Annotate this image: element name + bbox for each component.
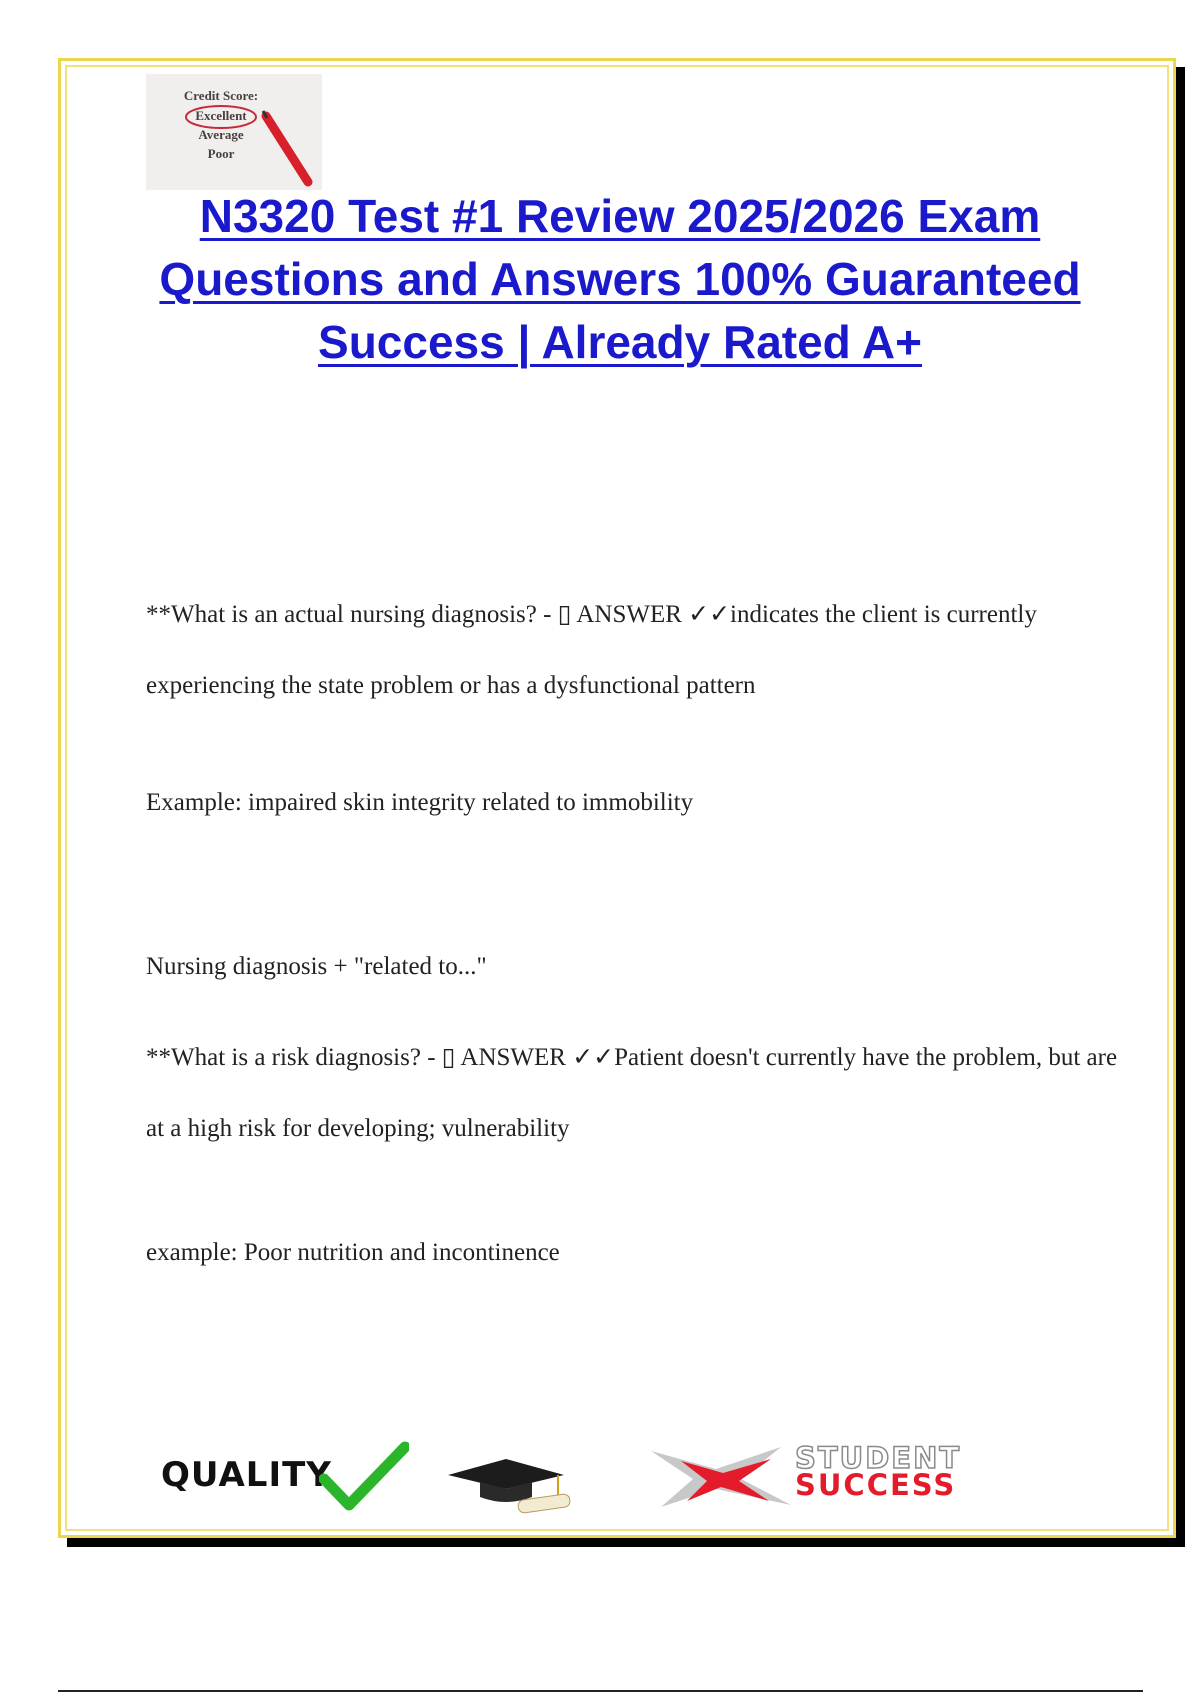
success-text: SUCCESS	[795, 1468, 957, 1502]
star-swoosh-icon	[631, 1443, 801, 1509]
note-related-to: Nursing diagnosis + "related to..."	[146, 953, 487, 980]
pencil-icon	[146, 74, 322, 190]
document-title: N3320 Test #1 Review 2025/2026 Exam Questions and Answers 100% Guaranteed Success | Already Rated A+	[159, 190, 1081, 368]
logo-line-credit-score: Credit Score:	[183, 88, 259, 103]
student-success-logo	[795, 1441, 962, 1502]
document-page	[58, 58, 1176, 1538]
quality-logo-text: QUALITY	[161, 1455, 332, 1495]
example-risk-diagnosis: example: Poor nutrition and incontinence	[146, 1239, 560, 1266]
student-text: STUDENT	[795, 1441, 962, 1475]
check-mark-icon	[319, 1441, 409, 1511]
page-bottom-rule	[58, 1690, 1143, 1692]
logo-line-average: Average	[198, 127, 244, 142]
credit-score-logo	[146, 74, 322, 190]
logo-line-excellent: Excellent	[195, 108, 247, 123]
logo-line-poor: Poor	[207, 146, 235, 161]
graduation-cap-icon	[446, 1455, 576, 1515]
question-risk-diagnosis: **What is a risk diagnosis? - ▯ ANSWER ✓✓Patient doesn't currently have the problem, but are at a high risk for developing; vulnerability	[146, 1044, 1118, 1142]
footer-logos	[161, 1441, 1121, 1521]
question-actual-diagnosis: **What is an actual nursing diagnosis? - ▯ ANSWER ✓✓indicates the client is currently experiencing the state problem or has a dysfunctional pattern	[146, 601, 1037, 699]
example-actual-diagnosis: Example: impaired skin integrity related to immobility	[146, 789, 694, 816]
